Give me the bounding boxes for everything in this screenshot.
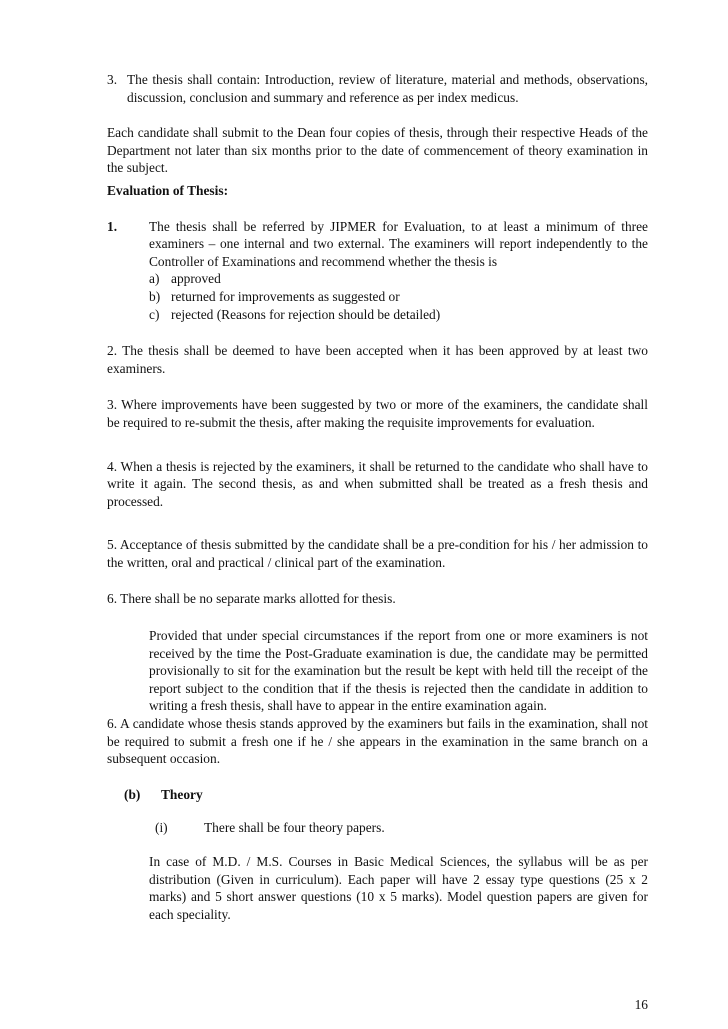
proviso-paragraph: Provided that under special circumstances if the report from one or more examiners is not received by the time the Post-Graduate examination is due, the candidate may be permitted provisionally to sit for the examination but the result be kept with held till the receipt of the report subject to the condition that if the thesis is rejected then the candidate in addition to writing a fresh thesis, shall have to appear in the entire examination again. [149, 628, 648, 714]
section-title: Theory [161, 786, 203, 802]
paragraph-5: 5. Acceptance of thesis submitted by the candidate shall be a pre-condition for his / her admission to the written, oral and practical / clinical part of the examination. [107, 537, 648, 570]
theory-heading [124, 786, 648, 804]
item-text: The thesis shall contain: Introduction, review of literature, material and methods, observations, discussion, conclusion and summary and reference as per index medicus. [127, 72, 648, 105]
option-approved: a) approved [149, 271, 221, 287]
theory-item-i [155, 819, 648, 837]
paragraph-6: 6. There shall be no separate marks allotted for thesis. [107, 591, 396, 607]
paragraph-6b: 6. A candidate whose thesis stands approved by the examiners but fails in the examination, shall not be required to submit a fresh one if he / she appears in the examination in the same branch on a subsequent occasion. [107, 716, 648, 767]
item-number: 1. [107, 218, 118, 234]
option-returned: b) returned for improvements as suggested or [149, 288, 400, 304]
evaluation-text: The thesis shall be referred by JIPMER for Evaluation, to at least a minimum of three examiners – one internal and two external. The examiners will report independently to the Controller of Examinations and recommend whether the thesis is [149, 218, 648, 269]
paragraph-4: 4. When a thesis is rejected by the examiners, it shall be returned to the candidate who shall have to write it again. The second thesis, as and when submitted shall be treated as a fresh thesis and processed. [107, 458, 648, 509]
section-label: (b) [124, 786, 141, 802]
evaluation-item-1 [107, 218, 648, 324]
option-rejected: c) rejected (Reasons for rejection should be detailed) [149, 306, 441, 322]
evaluation-heading: Evaluation of Thesis: [107, 182, 229, 198]
document-page [107, 71, 648, 923]
paragraph-2: 2. The thesis shall be deemed to have been accepted when it has been approved by at least two examiners. [107, 343, 648, 376]
thesis-contents-item [107, 71, 648, 106]
item-text: There shall be four theory papers. [204, 820, 385, 836]
page-number: 16 [634, 997, 648, 1012]
paragraph-3: 3. Where improvements have been suggested by two or more of the examiners, the candidate shall be required to re-submit the thesis, after making the requisite improvements for evaluation. [107, 397, 648, 430]
submission-paragraph: Each candidate shall submit to the Dean four copies of thesis, through their respective Heads of the Department not later than six months prior to the date of commencement of theory examination in the subject. [107, 125, 648, 176]
item-label: (i) [155, 820, 168, 836]
item-number: 3. [107, 72, 118, 87]
theory-paragraph: In case of M.D. / M.S. Courses in Basic Medical Sciences, the syllabus will be as per distribution (Given in curriculum). Each paper will have 2 essay type questions (25 x 2 marks) and 5 short answer questions (10 x 5 marks). Model question papers are given for each speciality. [149, 854, 648, 922]
